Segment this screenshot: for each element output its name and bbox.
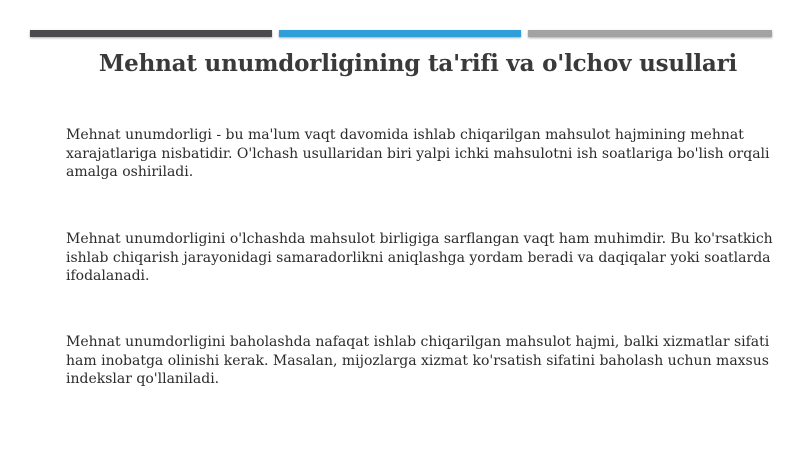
slide-title: Mehnat unumdorligining ta'rifi va o'lchov usullari — [98, 50, 738, 77]
paragraph-time-per-unit: Mehnat unumdorligini o'lchashda mahsulot birligiga sarflangan vaqt ham muhimdir. Bu ko'rsatkich ishlab chiqarish jarayonidagi samaradorlikni aniqlashga yordam beradi va daqiqalar yoki soatlarda ifodalanadi. — [66, 231, 773, 284]
paragraph-service-quality: Mehnat unumdorligini baholashda nafaqat ishlab chiqarilgan mahsulot hajmi, balki xizmatlar sifati ham inobatga olinishi kerak. Masalan, mijozlarga xizmat ko'rsatish sifatini baholash uchun maxsus indekslar qo'llaniladi. — [66, 334, 770, 387]
top-bar-blue — [279, 30, 521, 37]
top-bar-dark — [30, 30, 272, 37]
top-bar-gray — [528, 30, 772, 37]
decorative-top-bars — [30, 30, 772, 37]
paragraph-definition: Mehnat unumdorligi - bu ma'lum vaqt davomida ishlab chiqarilgan mahsulot hajmining mehnat xarajatlariga nisbatidir. O'lchash usullaridan biri yalpi ichki mahsulotni ish soatlariga bo'lish orqali amalga oshiriladi. — [66, 127, 770, 180]
